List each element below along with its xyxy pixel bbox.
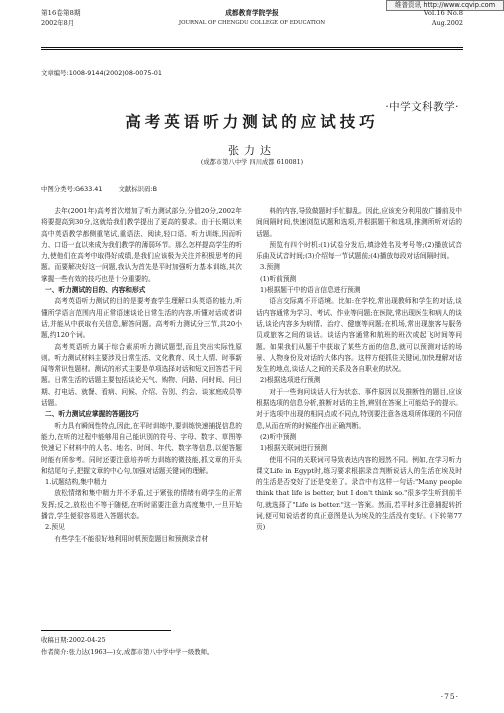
body-column-right <box>256 206 462 534</box>
watermark: 维普资讯 http://www.cqvip.com <box>386 0 504 11</box>
journal-name-cn: 成都教育学院学报 <box>225 9 279 17</box>
header-rule <box>41 47 463 48</box>
body-paragraph: 高考英语听力测试的目的是要考查学生理解口头英语的能力,听懂所学语言范围内用正常语速谈论日常生活的内容,听懂对话或者讲话,并能从中获取有关信息,解答问题。高考听力测试分三节,共20小题,约120个词。 <box>41 297 242 340</box>
document-code: 文献标识码:B <box>118 185 157 193</box>
section-heading: (1)听前预测 <box>260 274 297 283</box>
section-heading: 一、听力测试的目的、内容和形式 <box>45 286 146 295</box>
section-heading: 3.预测 <box>260 263 280 272</box>
body-paragraph: 使用不同的关联词可导致表达内容的迥然不同。例如,在学习听力课文Life in Egypt时,练习要求根据录音判断说话人的生活在埃及时的生活是否变好了还是变差了。录音中有这样一句话:"Many people think that life is better, but I don't think so."很多学生听到前半句,就选择了"Life is better."这一答案。然而,若平时多注意捕捉转折词,便可知说话者的真正意图是认为埃及的生活没有变好。(下转第77页) <box>256 455 462 532</box>
volume-date: Aug.2002 <box>431 19 463 27</box>
body-paragraph: 放松情绪和集中精力并不矛盾,过于紧张的情绪有碍学生的正常发挥;反之,放松也不等于随便,在听时需要注意力高度集中,一旦开始播音,学生便很容易进入答题状态。 <box>41 489 242 521</box>
section-label: ·中学文科教学· <box>385 101 459 113</box>
received-date: 收稿日期:2002-04-25 <box>41 636 106 644</box>
body-paragraph: 有些学生不能很好地利用时机预览题目和预测录音材 <box>54 534 209 543</box>
section-heading: 1.试题结构,集中精力 <box>45 478 108 487</box>
section-heading: 二、听力测试应掌握的答题技巧 <box>45 410 139 419</box>
section-heading: 2.预见 <box>45 523 65 532</box>
section-heading: (2)听中预测 <box>260 432 297 441</box>
body-paragraph: 料的内容,导致做题时手忙脚乱。因此,应该充分利用放广播前及中间间隔时间,快速浏览试题和选项,并根据题干和选项,推测所听对话的话题。 <box>256 207 462 238</box>
footnote-rule <box>41 630 171 631</box>
classification-line <box>41 184 171 193</box>
body-column-left <box>41 206 242 545</box>
page-number: ·75· <box>440 692 459 701</box>
article-author: 张力达 <box>228 144 276 157</box>
body-paragraph: 高考英语听力属于综合素质听力测试题型,而且突出实际性原则。听力测试材料主要涉及日常生活、文化教育、风土人情、时事新闻等常识性题材。测试的形式主要是单项选择对话和短文回答若干问题。日常生活的话题主要包括谈论天气、购物、问路、问时间、问日期、打电话、就餐、看病、问候、介绍、告别、约会、谈家庭成员等话题。 <box>41 342 242 408</box>
document-id: 文章编号:1008-9144(2002)08-0075-01 <box>41 69 162 77</box>
section-heading: 2)根据选项进行预测 <box>260 376 321 385</box>
journal-name-en: JOURNAL OF CHENGDU COLLEGE OF EDUCATION <box>178 20 326 26</box>
author-bio: 作者简介:张力达(1963—)女,成都市第八中学中学一级教师。 <box>41 648 214 656</box>
section-heading: 1)根据关联词进行预测 <box>260 444 328 453</box>
issue-label: 第16卷第8期 <box>41 9 81 17</box>
body-paragraph: 语言交际离不开语境。比如:在学校,常出现教师和学生的对话,谈话内容通常为学习、考试、作业等问题;在医院,常出现医生和病人的谈话,谈论内容多为病情、治疗、健康等问题;在机场,常出现旅客与服务员或旅客之间的谈话。谈话内容通常和航班的班次或起飞时间等问题。如果我们从题干中获取了某些方面的信息,就可以预测对话的场景、人物身份及对话的大体内容。这样方便抓住关键词,加快理解对话发生的地点,谈话人之间的关系及各自职业的状况。 <box>256 297 462 374</box>
body-paragraph: 去年(2001年)高考首次增加了听力测试部分,分值20分,2002年将要提高到30分,这就给我们教学提出了更高的要求。由于长期以来高中英语教学都侧重笔试,重语法、阅读,轻口语、听力训练,因而听力、口语一直以来成为我们教学的薄弱环节。那么怎样提高学生的听力,使他们在高考中取得好成绩,是我们应该极为关注并积极思考的问题。而要解决好这一问题,我认为首先是平时加强听力基本训练,其次掌握一些有效的技巧也是十分重要的。 <box>41 207 242 283</box>
section-heading: 1)根据题干中的语言信息进行预测 <box>260 286 361 295</box>
article-title: 高考英语听力测试的应试技巧 <box>125 113 379 131</box>
journal-header <box>41 9 463 35</box>
author-affiliation: (成都市第八中学 四川成都 610081) <box>200 159 304 166</box>
body-paragraph: 对于一些询问谈话人行为状态、事件原因以及推断性的题目,应该根据选项的信息分析,推断对话的主旨,辨别在答案上可能给予的提示。对于选项中出现的相同点或不同点,特别要注意各选项所体现的不同信息,从而在听的时候能作出正确判断。 <box>256 387 462 430</box>
body-paragraph: 听力具有瞬间性特点,因此,在平时训练中,要训练快速捕捉信息的能力,在听的过程中能够用自己能识别的符号、字母、数字、草图等快速记下材料中的人名、地名、时间、年代、数字等信息,以便答题时能有所参考。同时还要注意培养听力训练的微技能,抓文章的开头和结尾句子,把握文章的中心句,加强对话题关键词的理解。 <box>41 421 242 475</box>
header-rule-thin <box>41 49 463 50</box>
issue-date: 2002年8月 <box>41 19 75 27</box>
volume-label: Vol.16 No.8 <box>423 9 463 17</box>
body-paragraph: 预览有四个时机:(1)试卷分发后,填涂姓名及考号等;(2)播放试音乐曲及试音时间;(3)介绍每一节试题前;(4)播放每段对话间隔时间。 <box>256 240 462 261</box>
clc-number: 中图分类号:G633.41 <box>41 185 103 193</box>
